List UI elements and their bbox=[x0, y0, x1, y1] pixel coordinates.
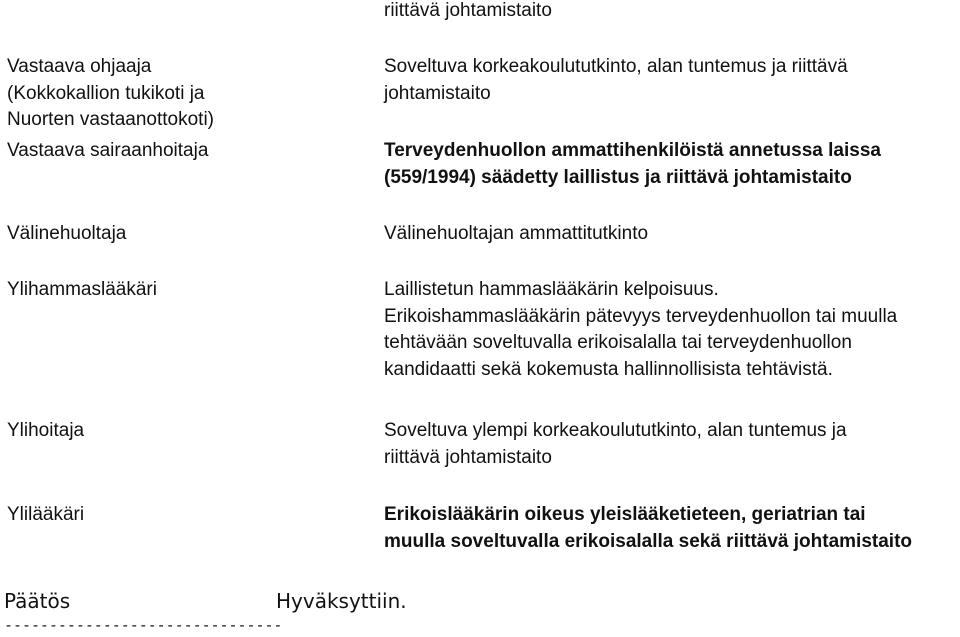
requirement-line: tehtävään soveltuvalla erikoisalalla tai terveydenhuollon bbox=[384, 332, 852, 353]
requirement-line: Soveltuva korkeakoulututkinto, alan tuntemus ja riittävä bbox=[384, 56, 848, 77]
divider-line: ------------------------------- bbox=[4, 616, 283, 634]
job-title-ylihoitaja: Ylihoitaja bbox=[7, 420, 85, 441]
job-title-line: Vastaava sairaanhoitaja bbox=[7, 140, 209, 161]
job-title-line: Vastaava ohjaaja bbox=[7, 56, 152, 77]
requirement-line: johtamistaito bbox=[384, 82, 491, 104]
requirement-line: riittävä johtamistaito bbox=[384, 446, 552, 468]
requirement-line: muulla soveltuvalla erikoisalalla sekä riittävä johtamistaito bbox=[384, 530, 913, 552]
requirement-line: (559/1994) säädetty laillistus ja riittävä johtamistaito bbox=[384, 166, 852, 188]
requirement-valinehuoltaja: Välinehuoltajan ammattitutkinto bbox=[384, 223, 649, 244]
job-title-ylilaakari: Ylilääkäri bbox=[7, 504, 85, 525]
decision-value: Hyväksyttiin. bbox=[276, 589, 407, 613]
requirement-line: Laillistetun hammaslääkärin kelpoisuus. bbox=[384, 279, 719, 300]
requirement-line: Erikoishammaslääkärin pätevyys terveydenhuollon tai muulla bbox=[384, 305, 898, 327]
requirement-line: kandidaatti sekä kokemusta hallinnollisista tehtävistä. bbox=[384, 358, 833, 380]
decision-label: Päätös bbox=[4, 589, 71, 613]
requirement-line: Soveltuva ylempi korkeakoulututkinto, alan tuntemus ja bbox=[384, 420, 847, 441]
job-title-ylihammaslaakari: Ylihammaslääkäri bbox=[7, 279, 157, 300]
top-continuation: riittävä johtamistaito bbox=[384, 0, 552, 21]
requirement-line: Terveydenhuollon ammattihenkilöistä annetussa laissa bbox=[384, 140, 881, 161]
job-title-valinehuoltaja: Välinehuoltaja bbox=[7, 223, 127, 244]
requirement-line: Erikoislääkärin oikeus yleislääketieteen, geriatrian tai bbox=[384, 504, 866, 525]
job-title-line: (Kokkokallion tukikoti ja bbox=[7, 82, 205, 104]
job-title-line: Nuorten vastaanottokoti) bbox=[7, 109, 215, 130]
